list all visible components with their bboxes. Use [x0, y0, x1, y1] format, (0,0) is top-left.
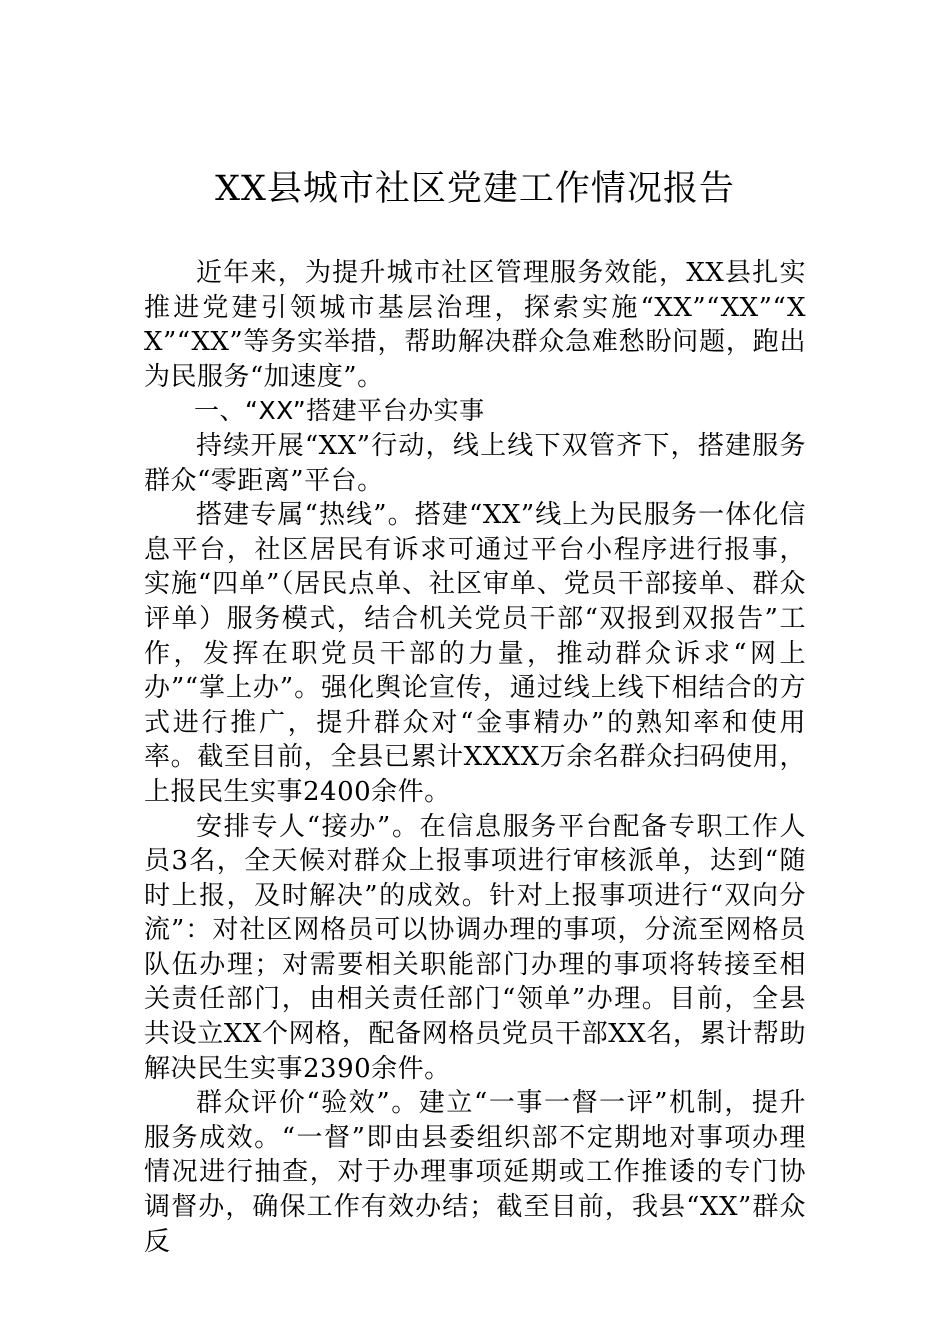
section1-paragraph-2: 搭建专属“热线”。搭建“XX”线上为民服务一体化信息平台，社区居民有诉求可通过平台小程序进行报事，实施“四单”（居民点单、社区审单、党员干部接单、群众评单）服务模式，结合机关党员干部“双报到双报告”工作，发挥在职党员干部的力量，推动群众诉求“网上办”“掌上办”。强化舆论宣传，通过线上线下相结合的方式进行推广，提升群众对“金事精办”的熟知率和使用率。截至目前，全县已累计XXXX万余名群众扫码使用，上报民生实事2400余件。: [144, 500, 806, 807]
intro-paragraph: 近年来，为提升城市社区管理服务效能，XX县扎实推进党建引领城市基层治理，探索实施“XX”“XX”“XX”“XX”等务实举措，帮助解决群众急难愁盼问题，跑出为民服务“加速度”。: [144, 258, 806, 392]
section1-paragraph-1: 持续开展“XX”行动，线上线下双管齐下，搭建服务群众“零距离”平台。: [144, 430, 806, 496]
section-heading-1: 一、“XX”搭建平台办实事: [194, 396, 485, 426]
document-title: XX县城市社区党建工作情况报告: [215, 169, 735, 209]
section1-paragraph-4: 群众评价“验效”。建立“一事一督一评”机制，提升服务成效。“一督”即由县委组织部不定期地对事项办理情况进行抽查，对于办理事项延期或工作推诿的专门协调督办，确保工作有效办结；截至目前，我县“XX”群众反: [144, 1088, 806, 1257]
section1-paragraph-3: 安排专人“接办”。在信息服务平台配备专职工作人员3名，全天候对群众上报事项进行审核派单，达到“随时上报，及时解决”的成效。针对上报事项进行“双向分流”：对社区网格员可以协调办理的事项，分流至网格员队伍办理；对需要相关职能部门办理的事项将转接至相关责任部门，由相关责任部门“领单”办理。目前，全县共设立XX个网格，配备网格员党员干部XX名，累计帮助解决民生实事2390余件。: [144, 811, 806, 1084]
document-body: [144, 256, 806, 1259]
